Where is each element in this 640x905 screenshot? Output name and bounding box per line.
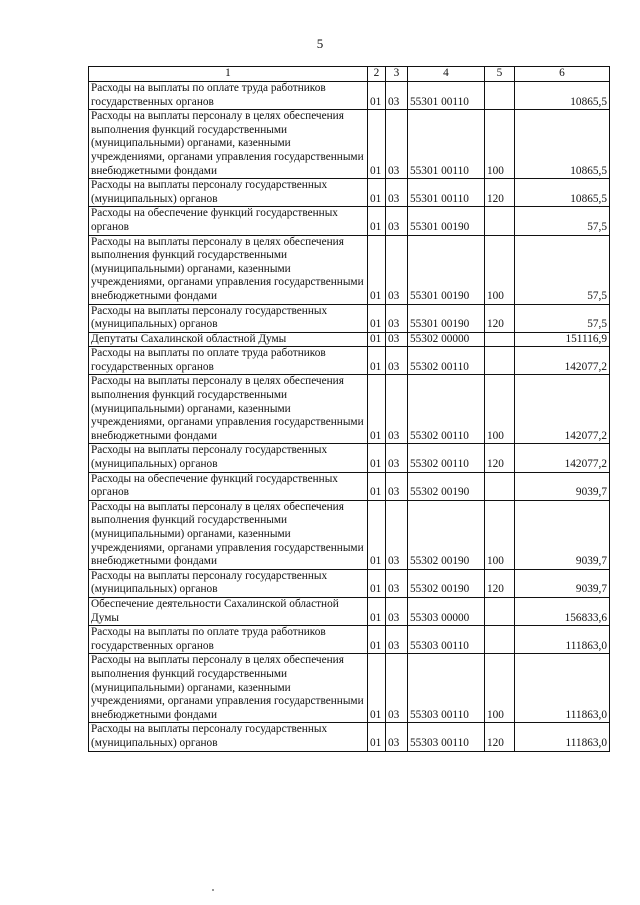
- table-row: [89, 347, 610, 375]
- table-row: [89, 375, 610, 444]
- cell-name: Расходы на выплаты по оплате труда работников государственных органов: [89, 82, 368, 110]
- column-header-target-article: 4: [408, 67, 485, 82]
- cell-target-article: 55303 00110: [408, 626, 485, 654]
- table-row: [89, 235, 610, 304]
- cell-expense-type: [485, 82, 515, 110]
- cell-section: 01: [368, 375, 386, 444]
- column-header-sum: 6: [515, 67, 610, 82]
- table-row: [89, 82, 610, 110]
- cell-subsection: 03: [386, 179, 408, 207]
- cell-sum: 10865,5: [515, 110, 610, 179]
- cell-expense-type: 100: [485, 654, 515, 723]
- table-row: [89, 472, 610, 500]
- table-row: [89, 569, 610, 597]
- cell-expense-type: [485, 207, 515, 235]
- cell-target-article: 55302 00190: [408, 569, 485, 597]
- cell-name: Расходы на выплаты персоналу в целях обеспечения выполнения функций государственными (муниципальными) органами, казенными учреждениями, органами управления государственными внебюджетными фондами: [89, 375, 368, 444]
- cell-sum: 142077,2: [515, 444, 610, 472]
- table-row: [89, 207, 610, 235]
- cell-subsection: 03: [386, 569, 408, 597]
- cell-name: Расходы на выплаты персоналу в целях обеспечения выполнения функций государственными (муниципальными) органами, казенными учреждениями, органами управления государственными внебюджетными фондами: [89, 110, 368, 179]
- cell-section: 01: [368, 654, 386, 723]
- cell-expense-type: 120: [485, 179, 515, 207]
- scan-speck: [212, 889, 214, 891]
- cell-name: Расходы на выплаты персоналу в целях обеспечения выполнения функций государственными (муниципальными) органами, казенными учреждениями, органами управления государственными внебюджетными фондами: [89, 500, 368, 569]
- cell-sum: 142077,2: [515, 347, 610, 375]
- budget-table: [88, 66, 610, 752]
- table-row: [89, 500, 610, 569]
- cell-sum: 151116,9: [515, 332, 610, 347]
- cell-name: Расходы на выплаты персоналу государственных (муниципальных) органов: [89, 304, 368, 332]
- cell-section: 01: [368, 472, 386, 500]
- cell-name: Расходы на выплаты персоналу государственных (муниципальных) органов: [89, 723, 368, 751]
- cell-name: Расходы на выплаты по оплате труда работников государственных органов: [89, 626, 368, 654]
- cell-sum: 142077,2: [515, 375, 610, 444]
- cell-expense-type: 120: [485, 444, 515, 472]
- cell-expense-type: [485, 347, 515, 375]
- cell-sum: 57,5: [515, 207, 610, 235]
- column-header-name: 1: [89, 67, 368, 82]
- column-header-subsection: 3: [386, 67, 408, 82]
- cell-subsection: 03: [386, 626, 408, 654]
- cell-section: 01: [368, 235, 386, 304]
- cell-subsection: 03: [386, 332, 408, 347]
- cell-sum: 111863,0: [515, 626, 610, 654]
- table-row: [89, 332, 610, 347]
- cell-target-article: 55301 00190: [408, 207, 485, 235]
- page-number: 5: [316, 36, 324, 51]
- cell-target-article: 55302 00190: [408, 472, 485, 500]
- table-row: [89, 304, 610, 332]
- table-row: [89, 110, 610, 179]
- table-row: [89, 723, 610, 751]
- cell-expense-type: 120: [485, 723, 515, 751]
- cell-sum: 156833,6: [515, 597, 610, 625]
- cell-subsection: 03: [386, 597, 408, 625]
- cell-subsection: 03: [386, 110, 408, 179]
- cell-target-article: 55303 00110: [408, 654, 485, 723]
- cell-expense-type: [485, 472, 515, 500]
- cell-subsection: 03: [386, 235, 408, 304]
- cell-section: 01: [368, 444, 386, 472]
- cell-section: 01: [368, 332, 386, 347]
- cell-section: 01: [368, 500, 386, 569]
- column-header-section: 2: [368, 67, 386, 82]
- cell-sum: 9039,7: [515, 472, 610, 500]
- cell-sum: 57,5: [515, 235, 610, 304]
- cell-section: 01: [368, 723, 386, 751]
- cell-sum: 9039,7: [515, 569, 610, 597]
- cell-expense-type: 100: [485, 375, 515, 444]
- header-row: [89, 67, 610, 82]
- table-row: [89, 626, 610, 654]
- cell-sum: 9039,7: [515, 500, 610, 569]
- cell-subsection: 03: [386, 375, 408, 444]
- cell-target-article: 55302 00110: [408, 375, 485, 444]
- cell-sum: 111863,0: [515, 654, 610, 723]
- cell-section: 01: [368, 347, 386, 375]
- table-row: [89, 444, 610, 472]
- table-body: [89, 82, 610, 752]
- cell-target-article: 55303 00110: [408, 723, 485, 751]
- cell-subsection: 03: [386, 500, 408, 569]
- cell-expense-type: [485, 332, 515, 347]
- cell-expense-type: [485, 597, 515, 625]
- cell-section: 01: [368, 304, 386, 332]
- cell-section: 01: [368, 110, 386, 179]
- cell-target-article: 55303 00000: [408, 597, 485, 625]
- cell-target-article: 55301 00110: [408, 110, 485, 179]
- table-row: [89, 597, 610, 625]
- cell-name: Расходы на выплаты персоналу в целях обеспечения выполнения функций государственными (муниципальными) органами, казенными учреждениями, органами управления государственными внебюджетными фондами: [89, 235, 368, 304]
- cell-name: Обеспечение деятельности Сахалинской областной Думы: [89, 597, 368, 625]
- cell-sum: 57,5: [515, 304, 610, 332]
- cell-expense-type: 100: [485, 110, 515, 179]
- cell-target-article: 55301 00110: [408, 82, 485, 110]
- cell-target-article: 55302 00110: [408, 444, 485, 472]
- cell-expense-type: 100: [485, 235, 515, 304]
- cell-section: 01: [368, 179, 386, 207]
- cell-sum: 111863,0: [515, 723, 610, 751]
- cell-subsection: 03: [386, 472, 408, 500]
- cell-name: Расходы на выплаты по оплате труда работников государственных органов: [89, 347, 368, 375]
- cell-name: Расходы на выплаты персоналу государственных (муниципальных) органов: [89, 569, 368, 597]
- cell-name: Расходы на выплаты персоналу в целях обеспечения выполнения функций государственными (муниципальными) органами, казенными учреждениями, органами управления государственными внебюджетными фондами: [89, 654, 368, 723]
- table-row: [89, 654, 610, 723]
- column-header-expense-type: 5: [485, 67, 515, 82]
- cell-expense-type: [485, 626, 515, 654]
- cell-section: 01: [368, 597, 386, 625]
- cell-subsection: 03: [386, 444, 408, 472]
- cell-sum: 10865,5: [515, 82, 610, 110]
- cell-target-article: 55302 00000: [408, 332, 485, 347]
- cell-sum: 10865,5: [515, 179, 610, 207]
- cell-expense-type: 120: [485, 569, 515, 597]
- cell-subsection: 03: [386, 723, 408, 751]
- table-row: [89, 179, 610, 207]
- cell-expense-type: 100: [485, 500, 515, 569]
- cell-target-article: 55301 00190: [408, 304, 485, 332]
- cell-name: Расходы на выплаты персоналу государственных (муниципальных) органов: [89, 179, 368, 207]
- cell-target-article: 55301 00190: [408, 235, 485, 304]
- cell-target-article: 55302 00110: [408, 347, 485, 375]
- cell-target-article: 55301 00110: [408, 179, 485, 207]
- cell-name: Расходы на обеспечение функций государственных органов: [89, 207, 368, 235]
- cell-expense-type: 120: [485, 304, 515, 332]
- cell-name: Депутаты Сахалинской областной Думы: [89, 332, 368, 347]
- cell-section: 01: [368, 207, 386, 235]
- cell-section: 01: [368, 82, 386, 110]
- cell-target-article: 55302 00190: [408, 500, 485, 569]
- cell-subsection: 03: [386, 654, 408, 723]
- cell-section: 01: [368, 626, 386, 654]
- cell-subsection: 03: [386, 82, 408, 110]
- cell-subsection: 03: [386, 304, 408, 332]
- cell-subsection: 03: [386, 207, 408, 235]
- cell-name: Расходы на обеспечение функций государственных органов: [89, 472, 368, 500]
- cell-name: Расходы на выплаты персоналу государственных (муниципальных) органов: [89, 444, 368, 472]
- cell-section: 01: [368, 569, 386, 597]
- cell-subsection: 03: [386, 347, 408, 375]
